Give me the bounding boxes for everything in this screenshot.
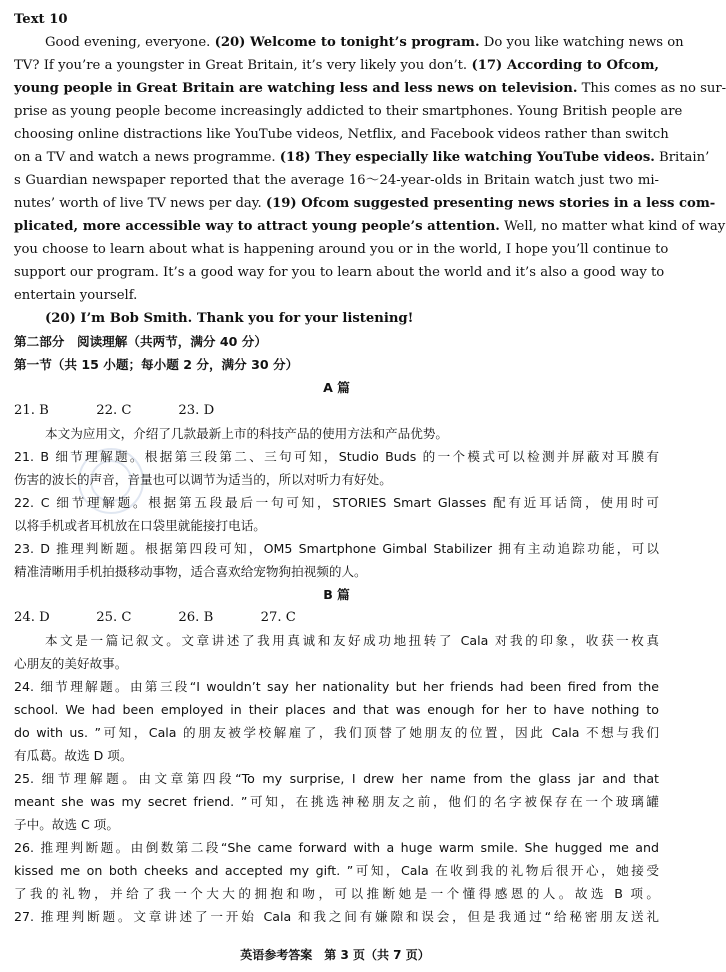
explanation-line: 了我的礼物，并给了我一个大大的拥抱和吻，可以推断她是一个懂得感恩的人。故选 B 项。 bbox=[14, 886, 659, 901]
answer-26: 26. B bbox=[178, 610, 214, 625]
text10-line bbox=[14, 100, 683, 123]
explanation-line: 有瓜葛。故选 D 项。 bbox=[14, 748, 133, 763]
transcript-text: Well, no matter what kind of way bbox=[499, 219, 726, 234]
transcript-text: you choose to learn about what is happening around you or in the world, I hope you’ll continue to bbox=[14, 242, 669, 257]
passage-b-summary: 本文是一篇记叙文。文章讲述了我用真诚和友好成功地扭转了 Cala 对我的印象，收获一枚真 bbox=[45, 633, 659, 648]
page-footer: 英语参考答案 第 3 页（共 7 页） bbox=[240, 948, 430, 962]
transcript-text: Good evening, everyone. bbox=[45, 35, 215, 50]
highlighted-answer-text: (18) They especially like watching YouTube videos. bbox=[279, 150, 655, 165]
part2-title: 第二部分 阅读理解（共两节，满分 40 分） bbox=[14, 334, 267, 349]
answer-22: 22. C bbox=[96, 403, 132, 418]
text10-line bbox=[14, 284, 659, 307]
explanation-line: 精准清晰用手机拍摄移动事物，适合喜欢给宠物狗拍视频的人。 bbox=[14, 564, 367, 579]
highlighted-answer-text: (20) I’m Bob Smith. Thank you for your listening! bbox=[45, 311, 414, 326]
explanation-line: 21. B 细节理解题。根据第三段第二、三句可知，Studio Buds 的一个模式可以检测并屏蔽对耳膜有 bbox=[14, 449, 659, 464]
explanation-line: kissed me on both cheeks and accepted my gift. ”可知，Cala 在收到我的礼物后很开心，她接受 bbox=[14, 863, 659, 878]
transcript-text: Britain’ bbox=[654, 150, 710, 165]
explanation-line: 子中。故选 C 项。 bbox=[14, 817, 119, 832]
text10-line bbox=[14, 169, 659, 192]
text10-line bbox=[14, 54, 659, 77]
transcript-text: TV? If you’re a youngster in Great Britain, it’s very likely you don’t. bbox=[14, 58, 472, 73]
text10-line bbox=[14, 146, 710, 169]
explanation-line: 以将手机或者耳机放在口袋里就能接打电话。 bbox=[14, 518, 266, 533]
section-title: Text 10 bbox=[14, 12, 68, 27]
answer-24: 24. D bbox=[14, 610, 50, 625]
highlighted-answer-text: (20) Welcome to tonight’s program. bbox=[214, 35, 480, 50]
explanation-line: 23. D 推理判断题。根据第四段可知，OM5 Smartphone Gimbal Stabilizer 拥有主动追踪功能，可以 bbox=[14, 541, 659, 556]
transcript-text: support our program. It’s a good way for you to learn about the world and it’s also a good way to bbox=[14, 265, 665, 280]
transcript-text: nutes’ worth of live TV news per day. bbox=[14, 196, 266, 211]
highlighted-answer-text: plicated, more accessible way to attract young people’s attention. bbox=[14, 219, 500, 234]
text10-paragraph bbox=[14, 31, 726, 330]
transcript-text: s Guardian newspaper reported that the average 16～24-year-olds in Britain watch just two mi- bbox=[14, 173, 659, 188]
transcript-text: prise as young people become increasingly addicted to their smartphones. Young British people are bbox=[14, 104, 683, 119]
passage-a-summary: 本文为应用文，介绍了几款最新上市的科技产品的使用方法和产品优势。 bbox=[45, 426, 448, 441]
answer-27: 27. C bbox=[260, 610, 296, 625]
answer-21: 21. B bbox=[14, 403, 49, 418]
transcript-text: on a TV and watch a news programme. bbox=[14, 150, 280, 165]
section1-title: 第一节（共 15 小题；每小题 2 分，满分 30 分） bbox=[14, 357, 299, 372]
passage-a-answers bbox=[14, 399, 659, 422]
explanation-line: 27. 推理判断题。文章讲述了一开始 Cala 和我之间有嫌隙和误会，但是我通过“给秘密朋友送礼 bbox=[14, 909, 659, 924]
explanation-line: 22. C 细节理解题。根据第五段最后一句可知，STORIES Smart Glasses 配有近耳话筒，使用时可 bbox=[14, 495, 659, 510]
explanation-line: meant she was my secret friend. ”可知，在挑选神秘朋友之前，他们的名字被保存在一个玻璃罐 bbox=[14, 794, 659, 809]
answer-25: 25. C bbox=[96, 610, 132, 625]
highlighted-answer-text: (19) Ofcom suggested presenting news stories in a less com- bbox=[265, 196, 716, 211]
text10-line bbox=[14, 238, 669, 261]
highlighted-answer-text: young people in Great Britain are watching less and less news on television. bbox=[14, 81, 578, 96]
passage-b-title: B 篇 bbox=[323, 587, 350, 602]
text10-line bbox=[14, 123, 669, 146]
answer-page bbox=[14, 8, 726, 928]
transcript-text: choosing online distractions like YouTube videos, Netflix, and Facebook videos rather than switch bbox=[14, 127, 669, 142]
text10-line bbox=[14, 307, 659, 330]
explanation-line: 伤害的波长的声音，音量也可以调节为适当的，所以对听力有好处。 bbox=[14, 472, 392, 487]
answer-23: 23. D bbox=[178, 403, 215, 418]
text10-line bbox=[14, 77, 726, 100]
explanation-line: 24. 细节理解题。由第三段“I wouldn’t say her nationality but her friends had been fired from the bbox=[14, 679, 659, 694]
passage-b-answers bbox=[14, 606, 659, 629]
transcript-text: entertain yourself. bbox=[14, 288, 138, 303]
explanation-line: 心朋友的美好故事。 bbox=[14, 656, 128, 671]
text10-line bbox=[14, 215, 726, 238]
explanation-line: 26. 推理判断题。由倒数第二段“She came forward with a huge warm smile. She hugged me and bbox=[14, 840, 659, 855]
explanation-line: do with us. ”可知，Cala 的朋友被学校解雇了，我们顶替了她朋友的位置，因此 Cala 不想与我们 bbox=[14, 725, 659, 740]
text10-line bbox=[14, 31, 684, 54]
text10-line bbox=[14, 261, 665, 284]
explanation-line: school. We had been employed in their places and that was enough for her to have nothing to bbox=[14, 702, 659, 717]
passage-a-title: A 篇 bbox=[323, 380, 350, 395]
explanation-line: 25. 细节理解题。由文章第四段“To my surprise, I drew her name from the glass jar and that bbox=[14, 771, 659, 786]
highlighted-answer-text: (17) According to Ofcom, bbox=[471, 58, 659, 73]
transcript-text: This comes as no sur- bbox=[577, 81, 726, 96]
transcript-text: Do you like watching news on bbox=[479, 35, 684, 50]
text10-line bbox=[14, 192, 716, 215]
